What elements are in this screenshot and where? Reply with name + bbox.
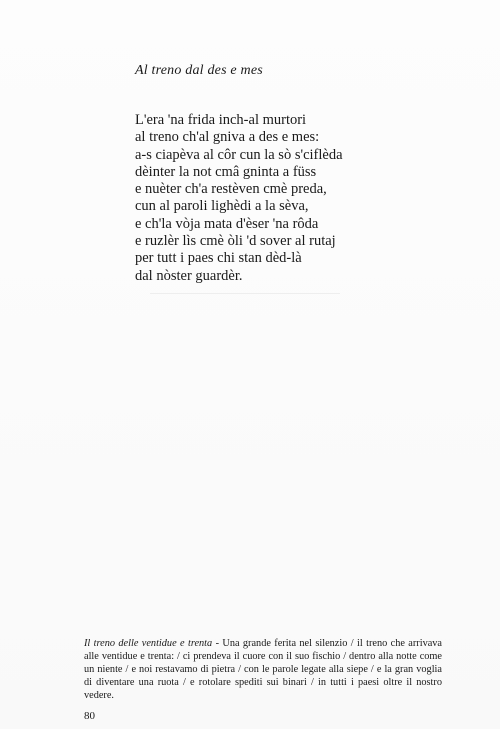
poem-line: e ch'la vòja mata d'èser 'na rôda [135,215,319,232]
poem-line: al treno ch'al gniva a des e mes: [135,129,320,146]
poem-line: cun al paroli lighèdi a la sèva, [135,198,309,215]
poem-body [135,112,343,285]
translation-text: - Una grande ferita nel silenzio / il treno che arrivava alle ventidue e trenta: / ci prendeva il cuore con il suo fischio / dentro alla notte come un niente / e noi restavamo di pietra / con le parole legate alla siepe / e la gran voglia di diventare una ruota / e rotolare spediti sui binari / in tutti i paesi oltre il nostro vedere. [84,638,443,702]
poem-line: e nuèter ch'a restèven cmè preda, [135,181,327,198]
poem-line: L'era 'na frida inch-al murtori [135,112,307,128]
poem-line: e ruzlèr lìs cmè òli 'd sover al rutaj [135,233,336,250]
show-through-mark [150,293,340,294]
page-number: 80 [84,710,95,722]
poem-line: dèinter la not cmâ gninta a füss [135,163,317,180]
translation-title: Il treno delle ventidue e trenta [84,638,213,650]
poem-line: a-s ciapèva al côr cun la sò s'ciflèda [135,146,343,163]
poem-line: dal nòster guardèr. [135,267,243,284]
poem-line: per tutt i paes chi stan dèd-là [135,250,302,267]
translation-footnote [84,637,442,702]
poem-title: Al treno dal des e mes [135,63,263,78]
